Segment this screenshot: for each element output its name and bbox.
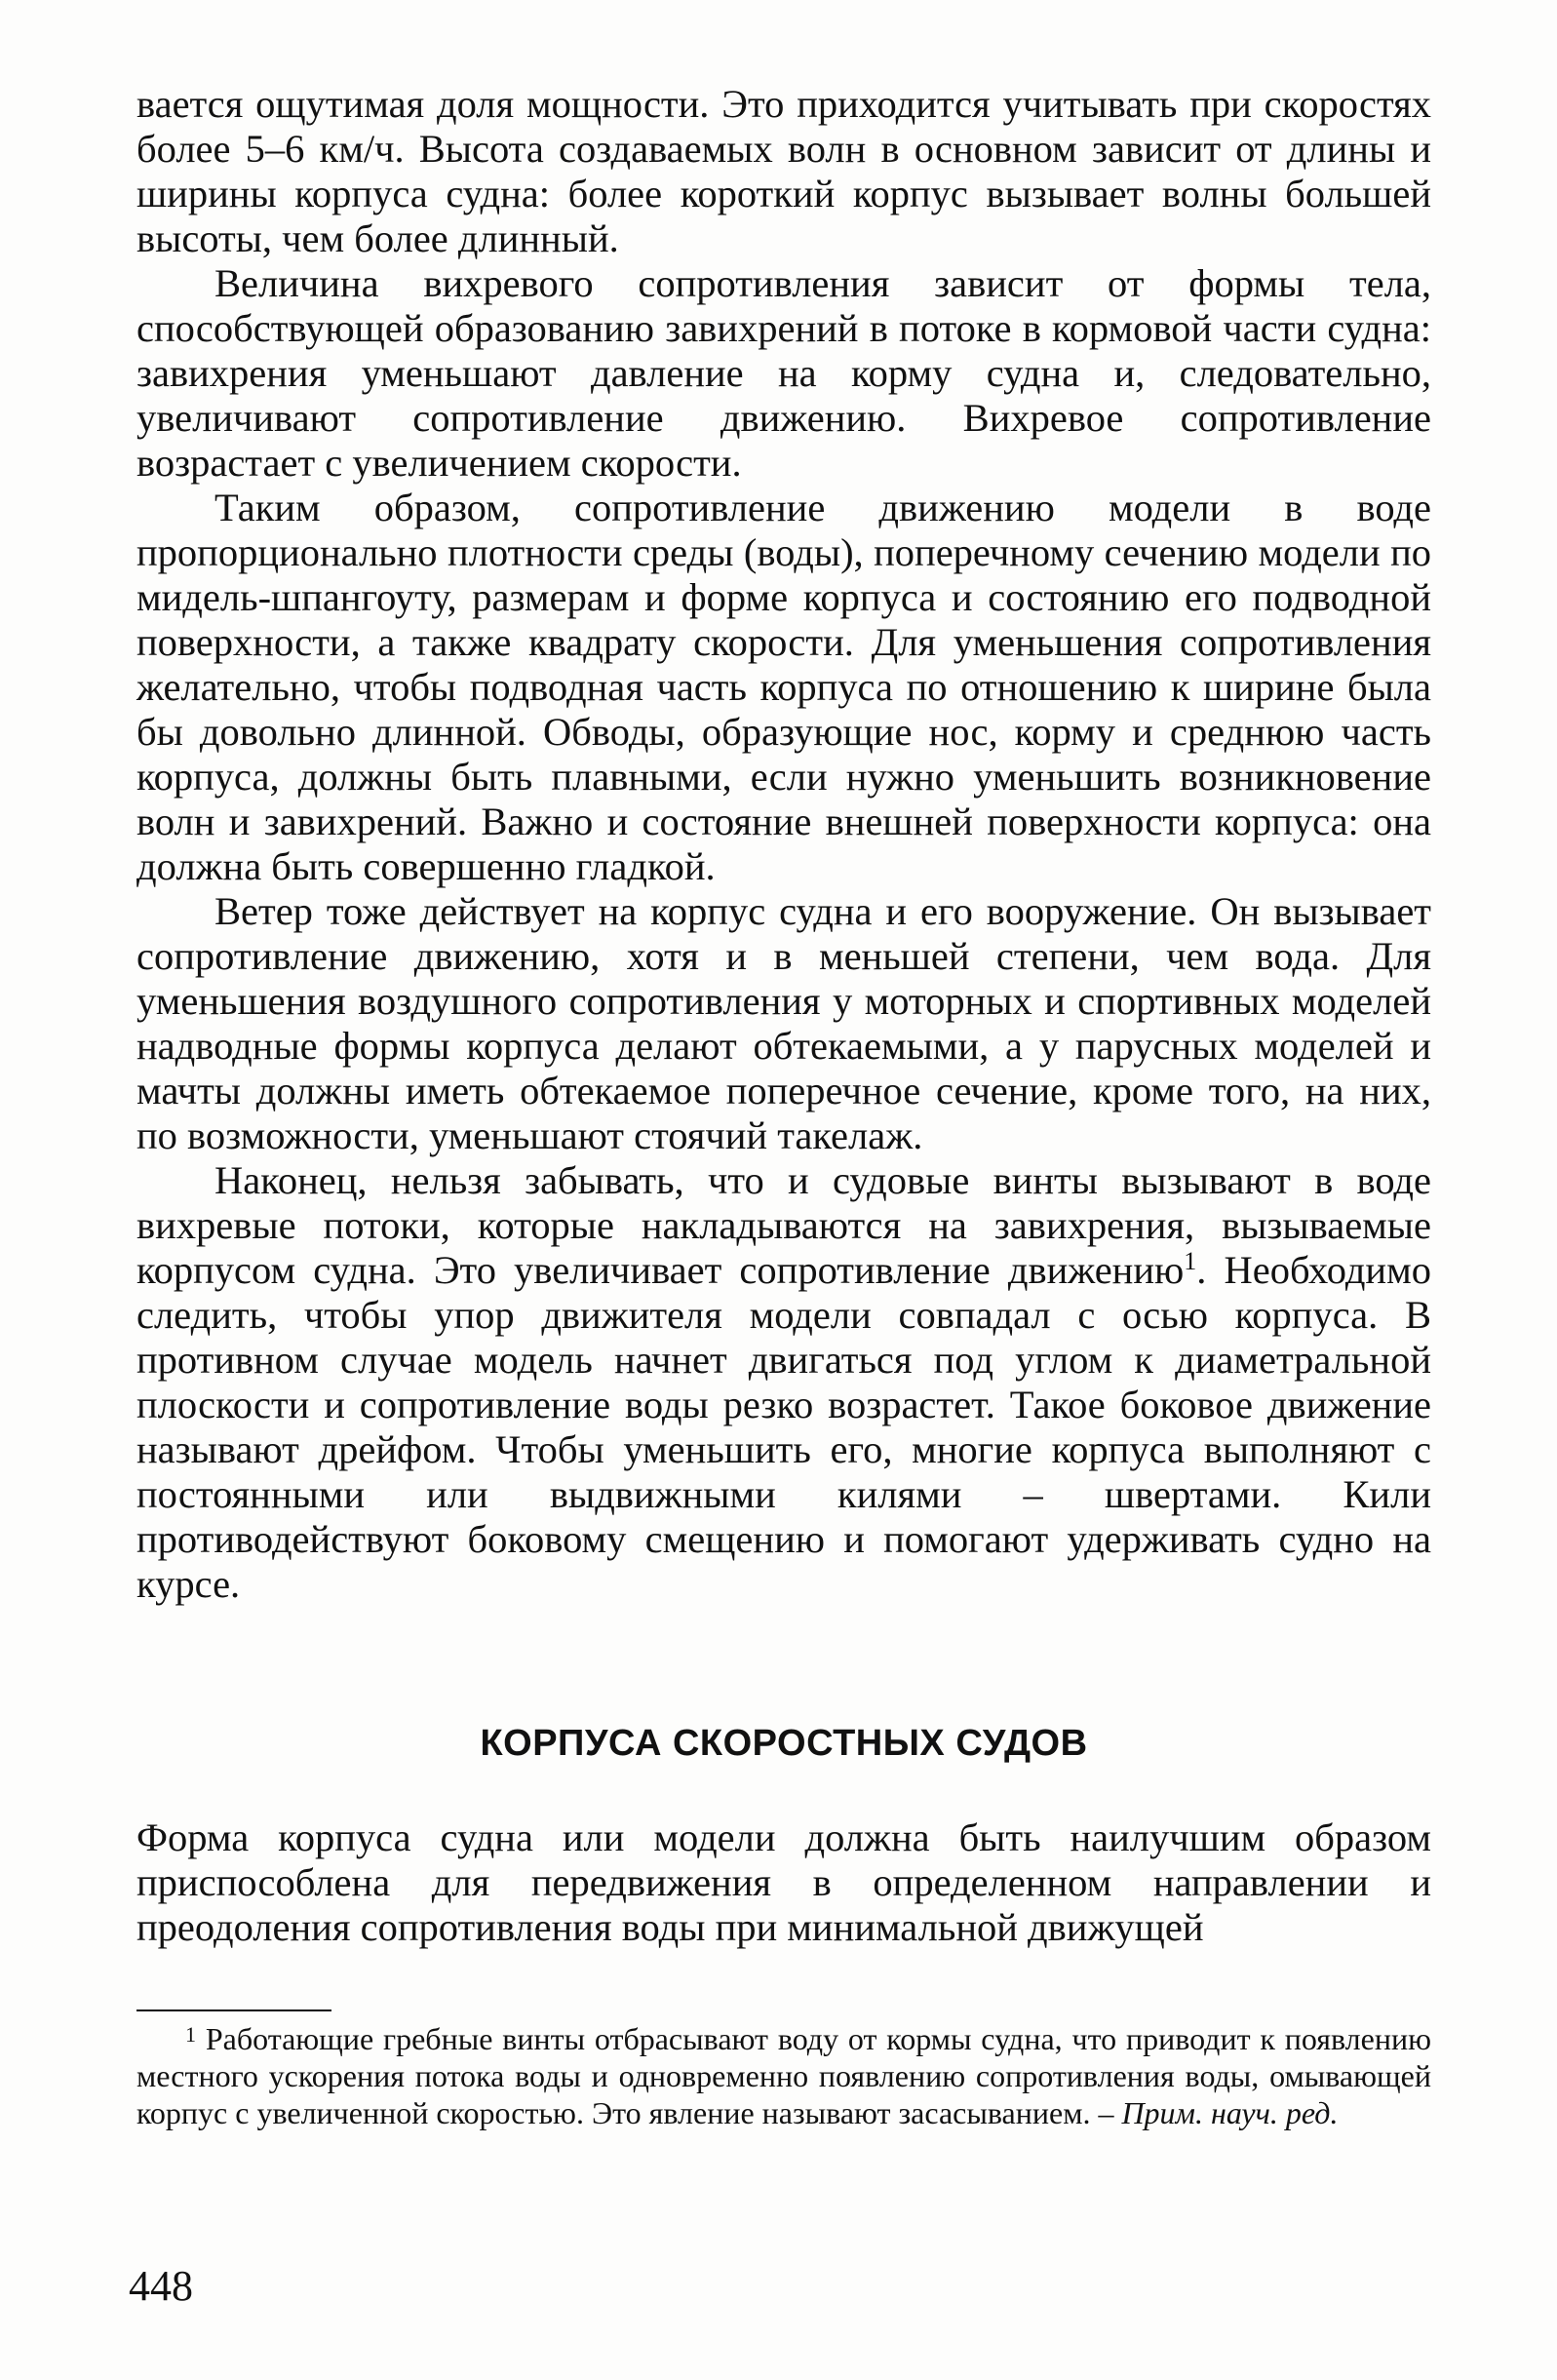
main-text-block xyxy=(136,82,1431,1607)
paragraph-propellers-text-b: . Необходимо следить, чтобы упор движителя модели совпадал с осью корпуса. В противном случае модель начнет двигаться под углом к диаметральной плоскости и сопротивление воды резко возрастет. Такое боковое движение называют дрейфом. Чтобы уменьшить его, многие корпуса выполняют с постоянными или выдвижными килями – швертами. Кили противодействуют боковому смещению и помогают удерживать судно на курсе. xyxy=(136,1248,1431,1606)
paragraph-resistance-summary: Таким образом, сопротивление движению модели в воде пропорционально плотности среды (воды), поперечному сечению модели по мидель-шпангоуту, размерам и форме корпуса и состоянию его подводной поверхности, а также квадрату скорости. Для уменьшения сопротивления желательно, чтобы подводная часть корпуса по отношению к ширине была бы довольно длинной. Обводы, образующие нос, корму и среднюю часть корпуса, должны быть плавными, если нужно уменьшить возникновение волн и завихрений. Важно и состояние внешней поверхности корпуса: она должна быть совершенно гладкой. xyxy=(136,486,1431,888)
paragraph-vortex-resistance: Величина вихревого сопротивления зависит от формы тела, способствующей образованию завихрений в потоке в кормовой части судна: завихрения уменьшают давление на корму судна и, следовательно, увеличивают сопротивление движению. Вихревое сопротивление возрастает с увеличением скорости. xyxy=(136,261,1431,485)
page-number: 448 xyxy=(129,2262,193,2310)
paragraph-propellers-text-a: Наконец, нельзя забывать, что и судовые винты вызывают в воде вихревые потоки, которые накладываются на завихрения, вызываемые корпусом судна. Это увеличивает сопротивление движению xyxy=(136,1158,1431,1292)
paragraph-wind-resistance: Ветер тоже действует на корпус судна и его вооружение. Он вызывает сопротивление движению, хотя и в меньшей степени, чем вода. Для уменьшения воздушного сопротивления у моторных и спортивных моделей надводные формы корпуса делают обтекаемыми, а у парусных моделей и мачты должны иметь обтекаемое поперечное сечение, кроме того, на них, по возможности, уменьшают стоячий такелаж. xyxy=(136,889,1431,1157)
footnote-reference[interactable]: 1 xyxy=(1184,1247,1197,1275)
footnote xyxy=(136,2016,1431,2131)
paragraph-propellers-drift xyxy=(136,1158,1431,1607)
footnote-divider xyxy=(136,2009,331,2011)
paragraph-hull-shape: Форма корпуса судна или модели должна быть наилучшим образом приспособлена для передвижения в определенном направлении и преодоления сопротивления воды при минимальной движущей xyxy=(136,1815,1431,1949)
section-heading: КОРПУСА СКОРОСТНЫХ СУДОВ xyxy=(480,1723,1088,1764)
paragraph-continuation: вается ощутимая доля мощности. Это приходится учитывать при скоростях более 5–6 км/ч. Высота создаваемых волн в основном зависит от длины и ширины корпуса судна: более короткий корпус вызывает волны большей высоты, чем более длинный. xyxy=(136,82,1431,260)
section-text-block xyxy=(136,1815,1431,1950)
footnote-paragraph xyxy=(136,2016,1431,2131)
footnote-editor-note: Прим. науч. ред. xyxy=(1121,2095,1339,2130)
footnote-text: Работающие гребные винты отбрасывают воду от кормы судна, что приводит к появлению местного ускорения потока воды и одновременно появлению сопротивления воды, омывающей корпус с увеличенной скоростью. Это явление называют засасыванием. – xyxy=(136,2021,1432,2130)
footnote-marker: 1 xyxy=(185,2022,196,2047)
